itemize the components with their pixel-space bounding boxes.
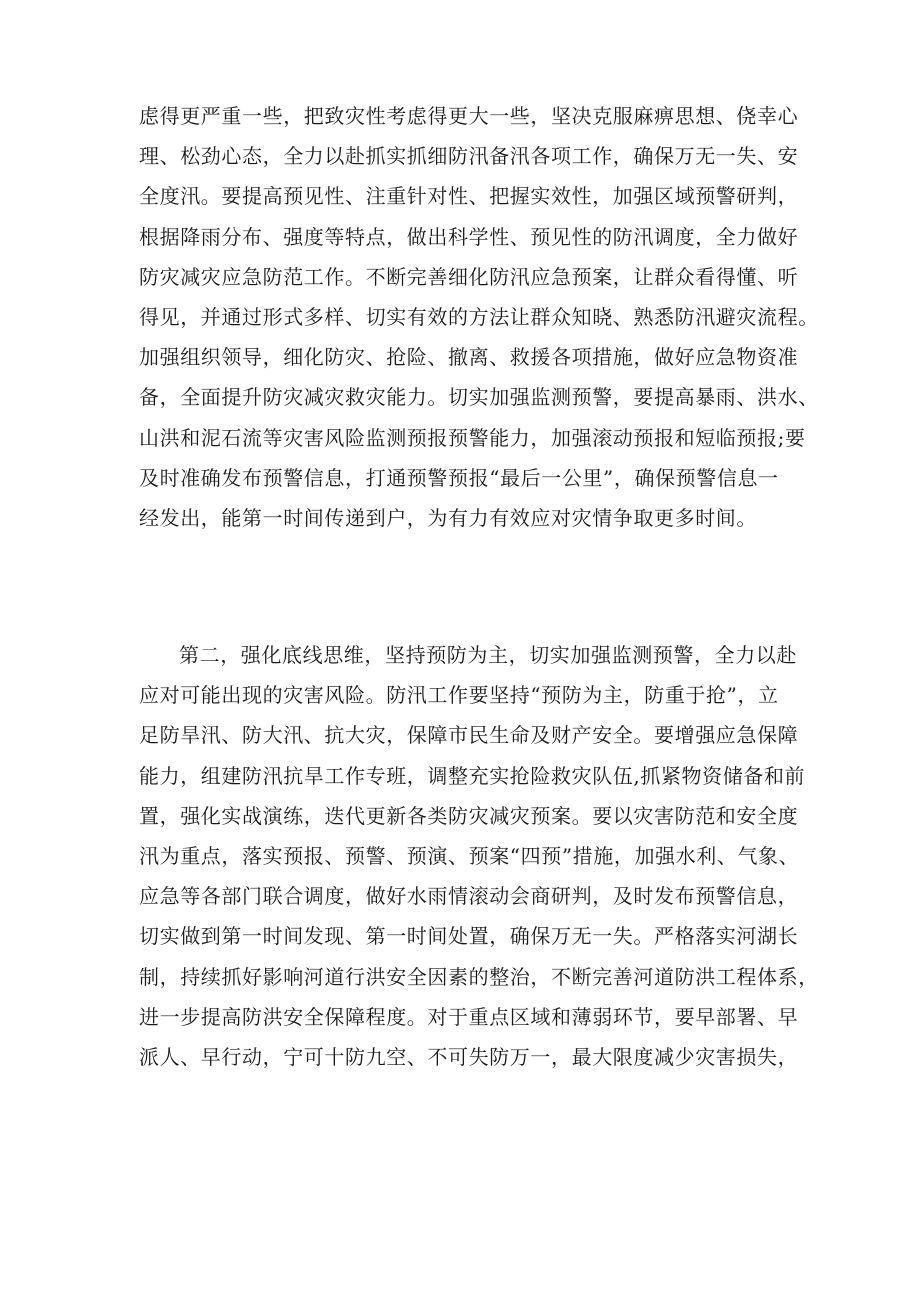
text-line: 派人、早行动，宁可十防九空、不可失防万一，最大限度减少灾害损失， bbox=[139, 1045, 799, 1070]
text-line: 置，强化实战演练，迭代更新各类防灾减灾预案。要以灾害防范和安全度 bbox=[139, 803, 799, 828]
text-line: 能力，组建防汛抗旱工作专班，调整充实抢险救灾队伍,抓紧物资储备和前 bbox=[139, 763, 806, 788]
text-line: 进一步提高防洪安全保障程度。对于重点区域和薄弱环节，要早部署、早 bbox=[139, 1004, 799, 1029]
text-line: 虑得更严重一些，把致灾性考虑得更大一些，坚决克服麻痹思想、侥幸心 bbox=[139, 104, 799, 128]
text-line: 经发出，能第一时间传递到户，为有力有效应对灾情争取更多时间。 bbox=[139, 506, 757, 531]
text-line: 防灾减灾应急防范工作。不断完善细化防汛应急预案，让群众看得懂、听 bbox=[139, 264, 799, 289]
text-line: 山洪和泥石流等灾害风险监测预报预警能力，加强滚动预报和短临预报;要 bbox=[139, 425, 806, 450]
text-line: 切实做到第一时间发现、第一时间处置，确保万无一失。严格落实河湖长 bbox=[139, 924, 799, 949]
text-line: 全度汛。要提高预见性、注重针对性、把握实效性，加强区域预警研判， bbox=[139, 184, 799, 209]
text-line: 应急等各部门联合调度，做好水雨情滚动会商研判，及时发布预警信息， bbox=[139, 884, 799, 909]
text-line: 应对可能出现的灾害风险。防汛工作要坚持“预防为主，防重于抢”，立 bbox=[139, 683, 779, 708]
paragraph-second-point bbox=[139, 635, 819, 1077]
text-line: 第二，强化底线思维，坚持预防为主，切实加强监测预警，全力以赴 bbox=[179, 643, 797, 667]
text-line: 根据降雨分布、强度等特点，做出科学性、预见性的防汛调度，全力做好 bbox=[139, 224, 799, 249]
text-line: 及时准确发布预警信息，打通预警预报“最后一公里”，确保预警信息一 bbox=[139, 465, 779, 490]
text-line: 加强组织领导，细化防灾、抢险、撤离、救援各项措施，做好应急物资准 bbox=[139, 345, 799, 370]
text-line: 得见，并通过形式多样、切实有效的方法让群众知晓、熟悉防汛避灾流程。 bbox=[139, 305, 819, 330]
text-line: 汛为重点，落实预报、预警、预演、预案“四预”措施，加强水利、气象、 bbox=[139, 844, 800, 869]
text-line: 足防旱汛、防大汛、抗大灾，保障市民生命及财产安全。要增强应急保障 bbox=[139, 723, 799, 748]
paragraph-continuation bbox=[139, 96, 819, 538]
text-line: 制，持续抓好影响河道行洪安全因素的整治，不断完善河道防洪工程体系， bbox=[139, 964, 819, 989]
text-line: 理、松劲心态，全力以赴抓实抓细防汛备汛各项工作，确保万无一失、安 bbox=[139, 144, 799, 169]
text-line: 备，全面提升防灾减灾救灾能力。切实加强监测预警，要提高暴雨、洪水、 bbox=[139, 385, 819, 410]
